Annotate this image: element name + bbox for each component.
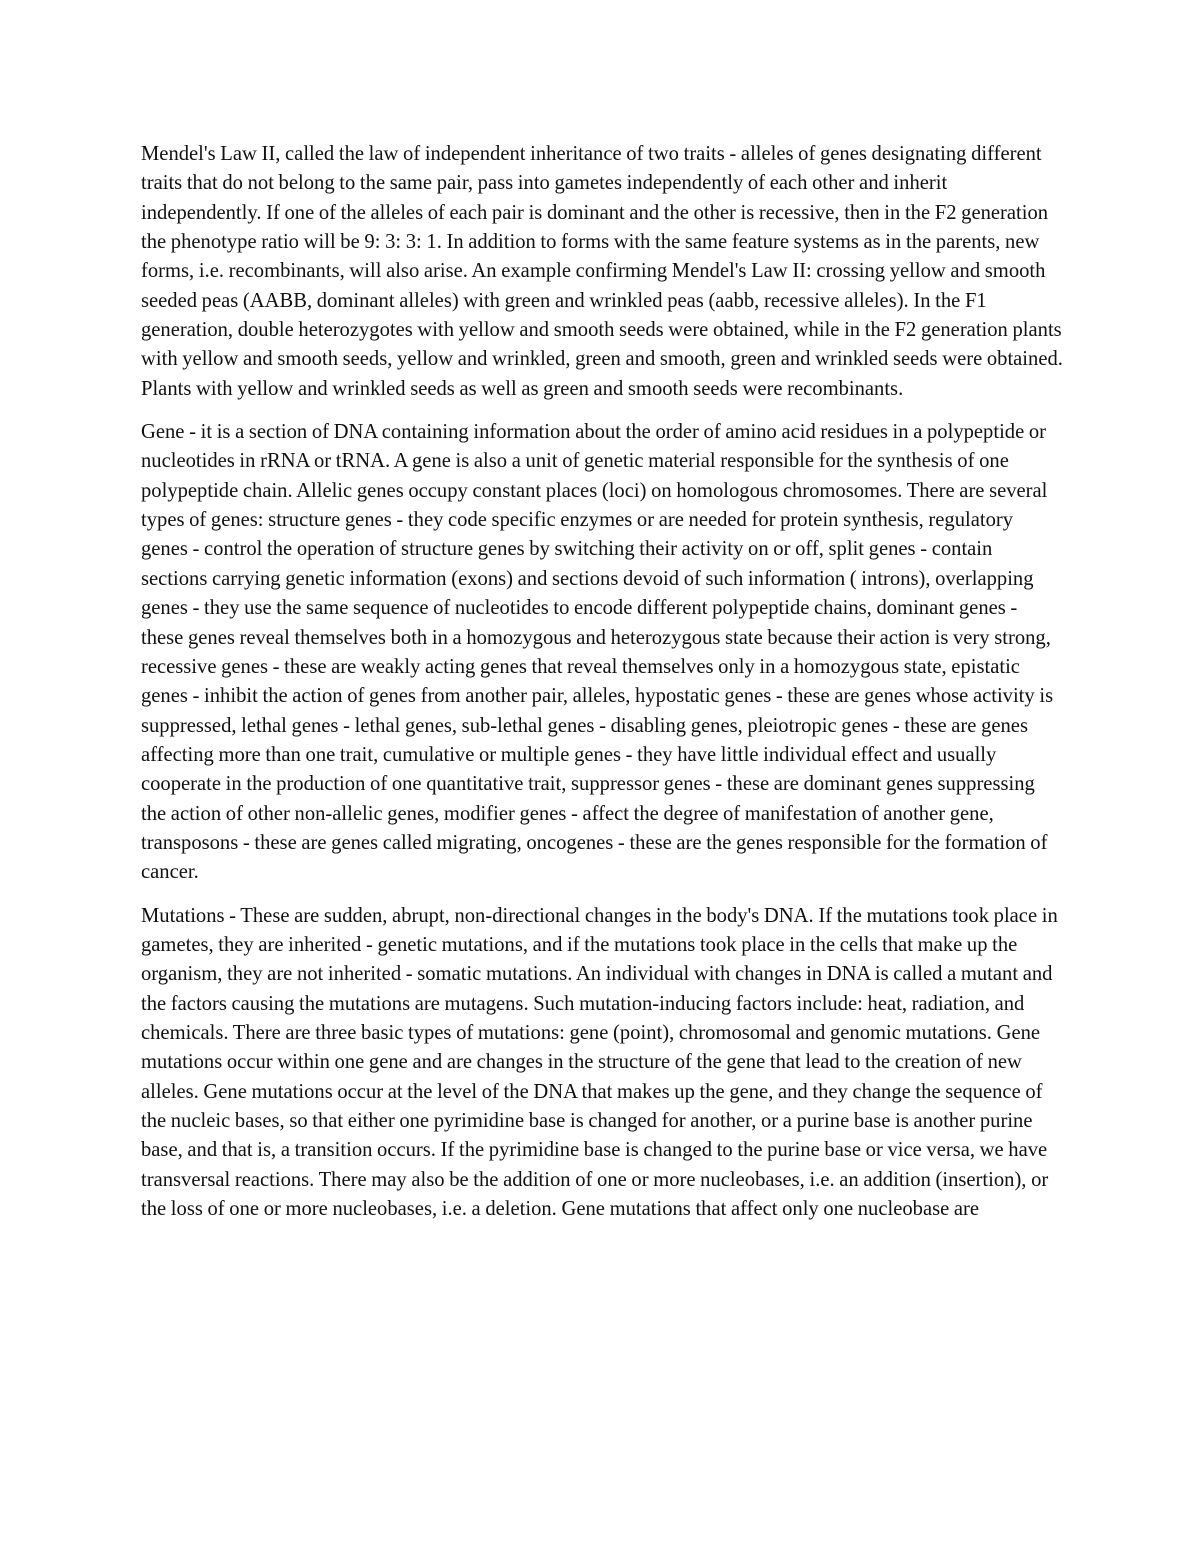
paragraph-mutations: Mutations - These are sudden, abrupt, non-directional changes in the body's DNA. If the mutations took place in gametes, they are inherited - genetic mutations, and if the mutations took place in the cells that make up the organism, they are not inherited - somatic mutations. An individual with changes in DNA is called a mutant and the factors causing the mutations are mutagens. Such mutation-inducing factors include: heat, radiation, and chemicals. There are three basic types of mutations: gene (point), chromosomal and genomic mutations. Gene mutations occur within one gene and are changes in the structure of the gene that lead to the creation of new alleles. Gene mutations occur at the level of the DNA that makes up the gene, and they change the sequence of the nucleic bases, so that either one pyrimidine base is changed for another, or a purine base is another purine base, and that is, a transition occurs. If the pyrimidine base is changed to the purine base or vice versa, we have transversal reactions. There may also be the addition of one or more nucleobases, i.e. an addition (insertion), or the loss of one or more nucleobases, i.e. a deletion. Gene mutations that affect only one nucleobase are [141, 904, 1058, 1221]
paragraph-mendels-law-ii: Mendel's Law II, called the law of independent inheritance of two traits - alleles of genes designating different traits that do not belong to the same pair, pass into gametes independently of each other and inherit independently. If one of the alleles of each pair is dominant and the other is recessive, then in the F2 generation the phenotype ratio will be 9: 3: 3: 1. In addition to forms with the same feature systems as in the parents, new forms, i.e. recombinants, will also arise. An example confirming Mendel's Law II: crossing yellow and smooth seeded peas (AABB, dominant alleles) with green and wrinkled peas (aabb, recessive alleles). In the F1 generation, double heterozygotes with yellow and smooth seeds were obtained, while in the F2 generation plants with yellow and smooth seeds, yellow and wrinkled, green and smooth, green and wrinkled seeds were obtained. Plants with yellow and wrinkled seeds as well as green and smooth seeds were recombinants. [141, 143, 1063, 400]
document-body [141, 140, 1063, 1238]
paragraph-gene-definition: Gene - it is a section of DNA containing information about the order of amino acid residues in a polypeptide or nucleotides in rRNA or tRNA. A gene is also a unit of genetic material responsible for the synthesis of one polypeptide chain. Allelic genes occupy constant places (loci) on homologous chromosomes. There are several types of genes: structure genes - they code specific enzymes or are needed for protein synthesis, regulatory genes - control the operation of structure genes by switching their activity on or off, split genes - contain sections carrying genetic information (exons) and sections devoid of such information ( introns), overlapping genes - they use the same sequence of nucleotides to encode different polypeptide chains, dominant genes - these genes reveal themselves both in a homozygous and heterozygous state because their action is very strong, recessive genes - these are weakly acting genes that reveal themselves only in a homozygous state, epistatic genes - inhibit the action of genes from another pair, alleles, hypostatic genes - these are genes whose activity is suppressed, lethal genes - lethal genes, sub-lethal genes - disabling genes, pleiotropic genes - these are genes affecting more than one trait, cumulative or multiple genes - they have little individual effect and usually cooperate in the production of one quantitative trait, suppressor genes - these are dominant genes suppressing the action of other non-allelic genes, modifier genes - affect the degree of manifestation of another gene, transposons - these are genes called migrating, oncogenes - these are the genes responsible for the formation of cancer. [141, 421, 1054, 884]
